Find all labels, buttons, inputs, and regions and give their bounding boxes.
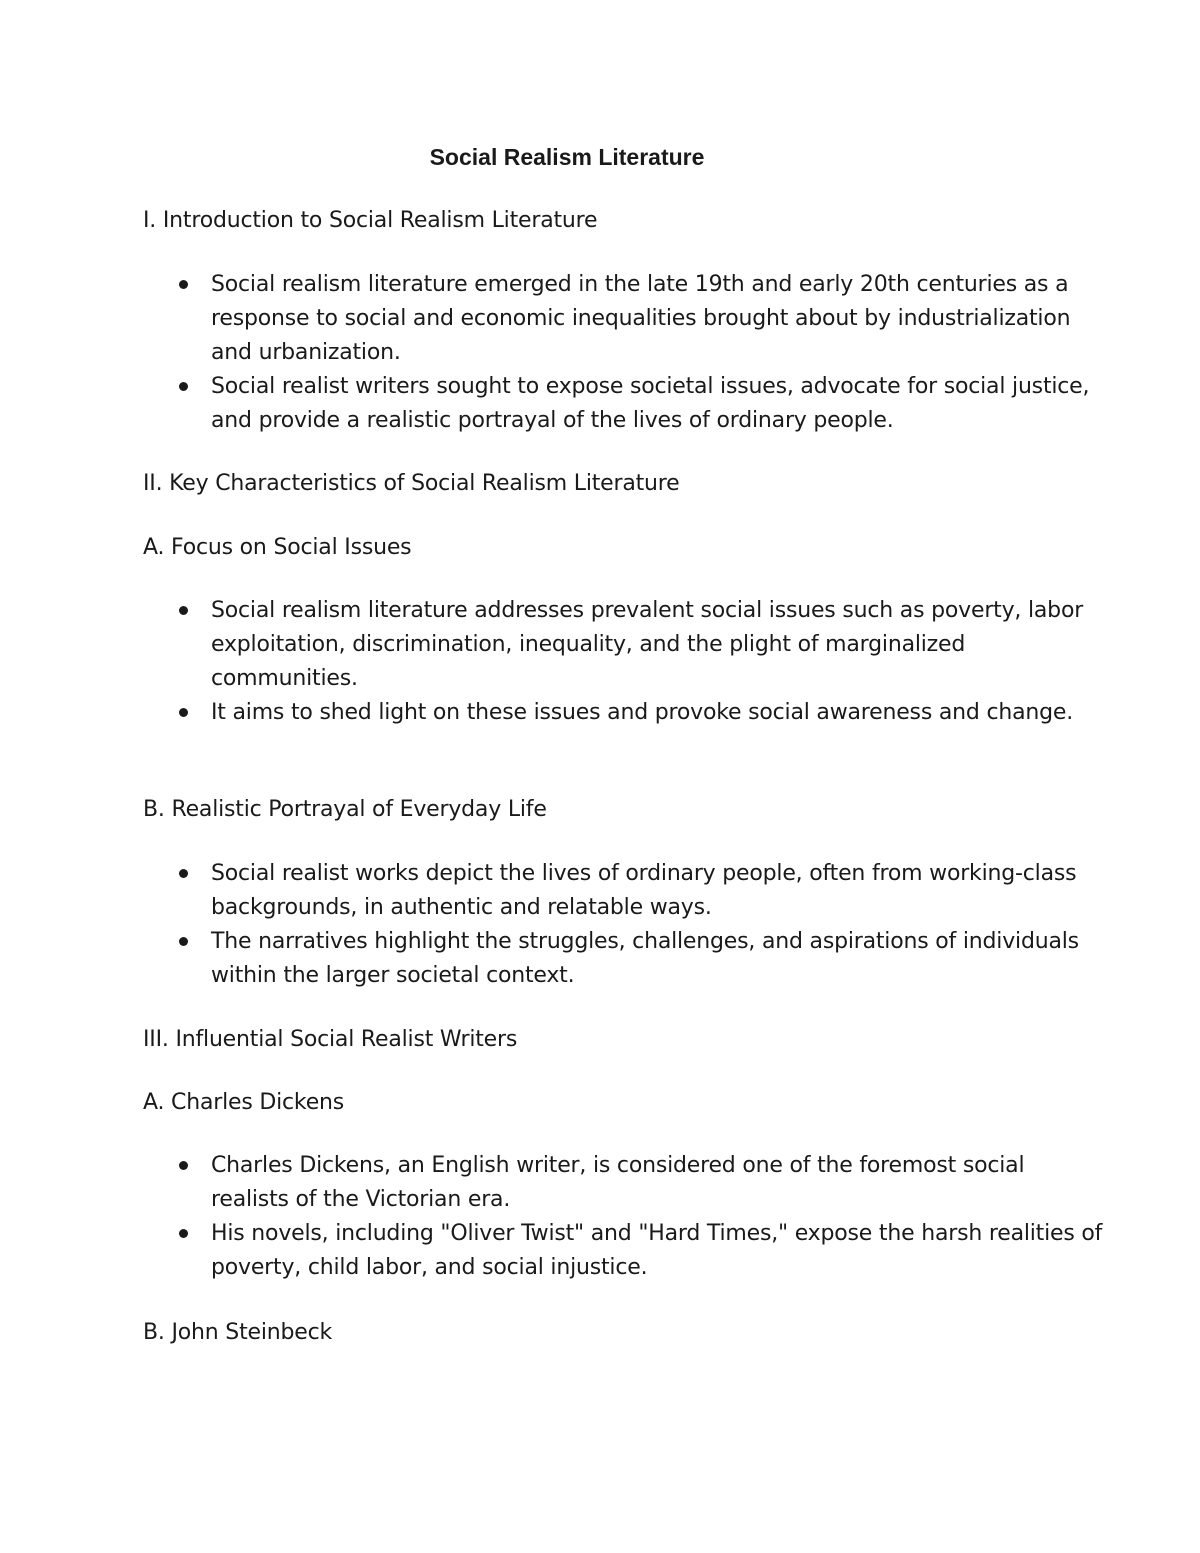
- bullet-icon: [179, 869, 188, 878]
- section-heading: I. Introduction to Social Realism Literature: [143, 208, 598, 233]
- bullet-icon: [179, 708, 188, 717]
- subsection-heading: A. Focus on Social Issues: [143, 535, 412, 560]
- bullet-list: [143, 1149, 1103, 1285]
- list-item: [143, 925, 1103, 993]
- subsection-heading: B. Realistic Portrayal of Everyday Life: [143, 797, 547, 822]
- list-item: [143, 594, 1103, 696]
- list-item: [143, 1149, 1103, 1217]
- bullet-text: The narratives highlight the struggles, challenges, and aspirations of individuals within the larger societal context.: [211, 929, 1079, 988]
- bullet-text: Social realism literature emerged in the late 19th and early 20th centuries as a response to social and economic inequalities brought about by industrialization and urbanization.: [211, 272, 1071, 365]
- bullet-list: [143, 594, 1103, 730]
- bullet-text: Social realism literature addresses prevalent social issues such as poverty, labor exploitation, discrimination, inequality, and the plight of marginalized communities.: [211, 598, 1084, 691]
- section-heading: III. Influential Social Realist Writers: [143, 1027, 518, 1052]
- bullet-text: Social realist writers sought to expose societal issues, advocate for social justice, and provide a realistic portrayal of the lives of ordinary people.: [211, 374, 1090, 433]
- bullet-icon: [179, 1229, 188, 1238]
- list-item: [143, 370, 1103, 438]
- bullet-text: Charles Dickens, an English writer, is considered one of the foremost social realists of the Victorian era.: [211, 1153, 1025, 1212]
- bullet-icon: [179, 382, 188, 391]
- document-title: Social Realism Literature: [429, 144, 705, 170]
- subsection-heading: A. Charles Dickens: [143, 1090, 345, 1115]
- list-item: [143, 857, 1103, 925]
- bullet-list: [143, 857, 1103, 993]
- bullet-text: It aims to shed light on these issues and provoke social awareness and change.: [211, 700, 1074, 725]
- bullet-icon: [179, 280, 188, 289]
- list-item: [143, 696, 1103, 730]
- list-item: [143, 1217, 1103, 1285]
- list-item: [143, 268, 1103, 370]
- section-heading: II. Key Characteristics of Social Realism Literature: [143, 471, 680, 496]
- bullet-text: His novels, including "Oliver Twist" and "Hard Times," expose the harsh realities of poverty, child labor, and social injustice.: [211, 1221, 1103, 1280]
- bullet-text: Social realist works depict the lives of ordinary people, often from working-class backgrounds, in authentic and relatable ways.: [211, 861, 1077, 920]
- bullet-icon: [179, 1161, 188, 1170]
- subsection-heading: B. John Steinbeck: [143, 1320, 333, 1345]
- bullet-icon: [179, 937, 188, 946]
- bullet-icon: [179, 606, 188, 615]
- bullet-list: [143, 268, 1103, 438]
